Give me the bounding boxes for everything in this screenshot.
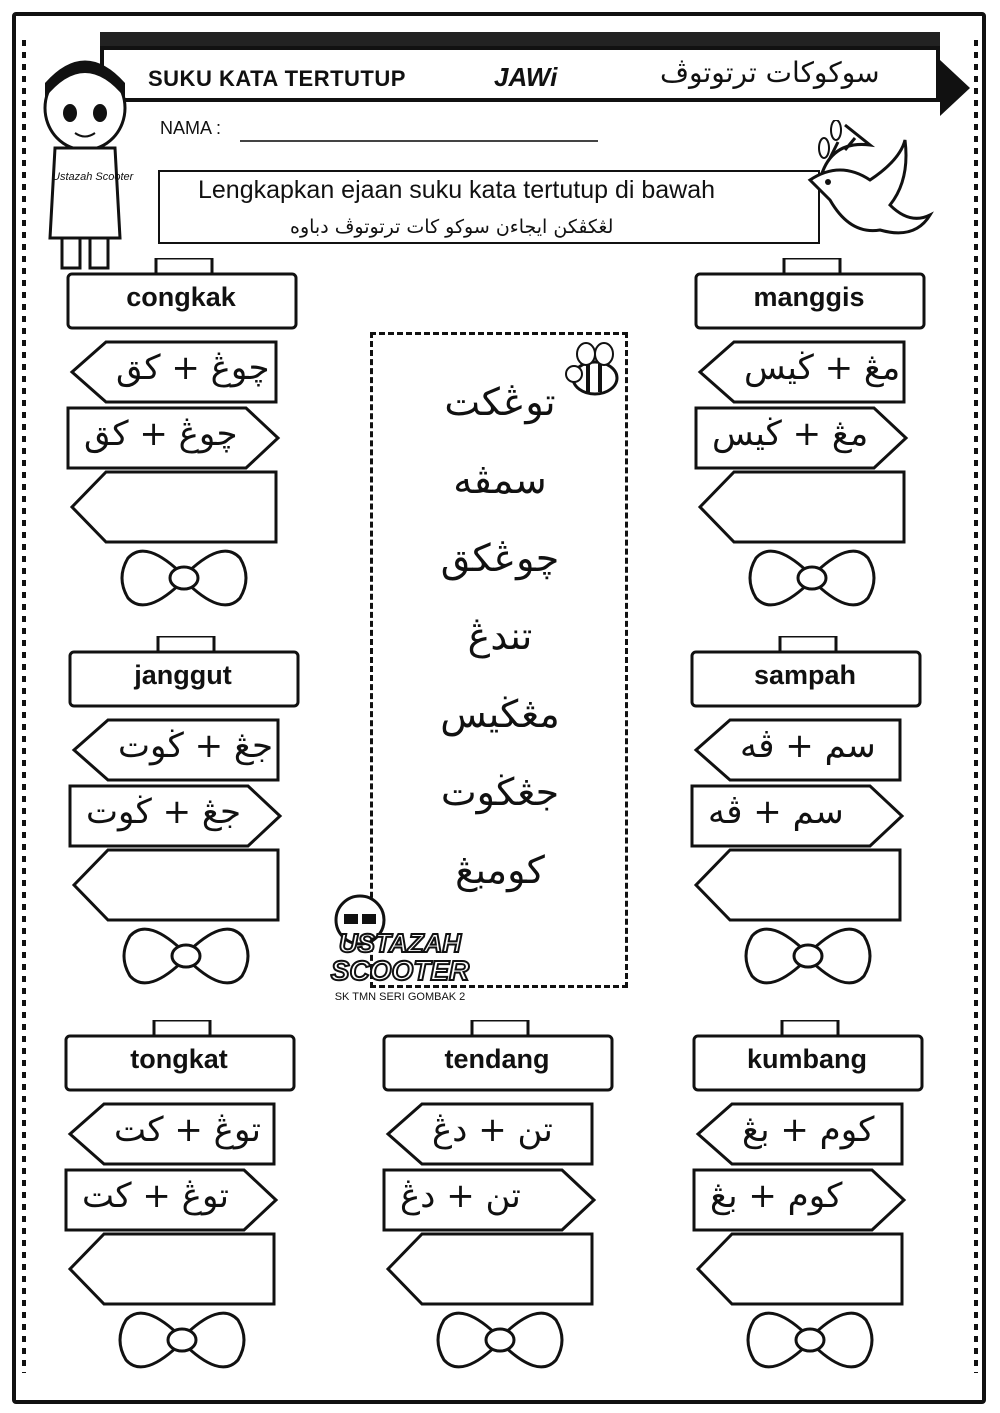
- avatar-caption: Ustazah Scooter: [52, 171, 134, 183]
- dove-icon: [800, 120, 940, 250]
- word-bank-list: [380, 380, 620, 926]
- signpost-manggis: [694, 258, 954, 618]
- signpost-kumbang: [692, 1020, 952, 1380]
- syllable-split-2: توڠ + کت: [82, 1176, 229, 1216]
- syllable-split-2: چوڠ + کق: [84, 414, 238, 454]
- ustazah-avatar-illustration: [30, 48, 140, 278]
- bow-knot: [170, 567, 198, 589]
- pole-cap: [782, 1020, 838, 1036]
- signpost-tendang: [382, 1020, 642, 1380]
- syllable-split-1: توڠ + کت: [114, 1110, 261, 1150]
- answer-field[interactable]: [118, 860, 268, 910]
- answer-field[interactable]: [744, 482, 894, 532]
- pole-cap: [158, 636, 214, 652]
- signpost-title: kumbang: [746, 1044, 867, 1074]
- syllable-split-1: چوڠ + کق: [116, 348, 270, 388]
- syllable-split-2: تن + دڠ: [400, 1176, 521, 1216]
- word-bank-item: توڠكت: [444, 380, 556, 424]
- worksheet-title: SUKU KATA TERTUTUP: [148, 66, 406, 91]
- syllable-split-2: کوم + بڠ: [710, 1176, 843, 1216]
- answer-field[interactable]: [116, 482, 266, 532]
- signpost-janggut: [68, 636, 328, 996]
- bow-knot: [794, 945, 822, 967]
- answer-field[interactable]: [740, 860, 890, 910]
- name-field[interactable]: [240, 140, 598, 142]
- instruction-text: Lengkapkan ejaan suku kata tertutup di bawah: [198, 176, 716, 204]
- syllable-split-1: جڠ + ڬوت: [118, 726, 273, 766]
- word-bank-item: کومبڠ: [455, 848, 545, 892]
- answer-field[interactable]: [114, 1244, 264, 1294]
- signpost-title: manggis: [753, 282, 865, 312]
- border-stitch-left: [22, 40, 26, 1373]
- pole-cap: [156, 258, 212, 274]
- signpost-title: janggut: [134, 660, 232, 690]
- worksheet-title-jawi: سوكوكات ترتوتوڤ: [660, 56, 880, 89]
- subject-label: JAWi: [494, 62, 558, 92]
- answer-field[interactable]: [742, 1244, 892, 1294]
- word-bank-item: جڠڬوت: [440, 770, 560, 814]
- syllable-split-1: کوم + بڠ: [742, 1110, 875, 1150]
- syllable-split-1: مڠ + ڬيس: [744, 348, 901, 388]
- word-bank-item: تندڠ: [467, 614, 533, 658]
- ustazah-scooter-logo: [310, 880, 490, 1010]
- pole-cap: [154, 1020, 210, 1036]
- word-bank-item: سمڤه: [453, 458, 547, 502]
- name-label: NAMA :: [160, 118, 222, 138]
- syllable-split-2: سم + ڤه: [708, 792, 844, 832]
- signpost-title: tendang: [444, 1044, 550, 1074]
- pole-cap: [780, 636, 836, 652]
- signpost-sampah: [690, 636, 950, 996]
- signpost-title: tongkat: [130, 1044, 228, 1074]
- word-bank-item: مڠڬيس: [440, 692, 560, 736]
- pole-cap: [784, 258, 840, 274]
- bow-knot: [168, 1329, 196, 1351]
- logo-line1: USTAZAH: [338, 928, 462, 958]
- signpost-title: congkak: [126, 282, 236, 312]
- signpost-title: sampah: [753, 660, 857, 690]
- word-bank-item: چوڠکق: [440, 536, 560, 580]
- syllable-split-1: تن + دڠ: [432, 1110, 553, 1150]
- answer-field[interactable]: [432, 1244, 582, 1294]
- syllable-split-2: جڠ + ڬوت: [86, 792, 241, 832]
- banner-arrow-tip: [940, 60, 970, 116]
- syllable-split-2: مڠ + ڬيس: [712, 414, 869, 454]
- bow-knot: [798, 567, 826, 589]
- bow-knot: [172, 945, 200, 967]
- logo-line2: SCOOTER: [330, 955, 470, 986]
- logo-school: SK TMN SERI GOMBAK 2: [334, 991, 466, 1003]
- pole-cap: [472, 1020, 528, 1036]
- bow-knot: [486, 1329, 514, 1351]
- syllable-split-1: سم + ڤه: [740, 726, 876, 766]
- instruction-text-jawi: لڠكڤكن ايجاءن سوكو كات ترتوتوڤ دباوه: [290, 216, 614, 238]
- signpost-tongkat: [64, 1020, 324, 1380]
- signpost-congkak: [66, 258, 326, 618]
- bow-knot: [796, 1329, 824, 1351]
- border-stitch-right: [974, 40, 978, 1373]
- banner-shadow: [100, 32, 940, 46]
